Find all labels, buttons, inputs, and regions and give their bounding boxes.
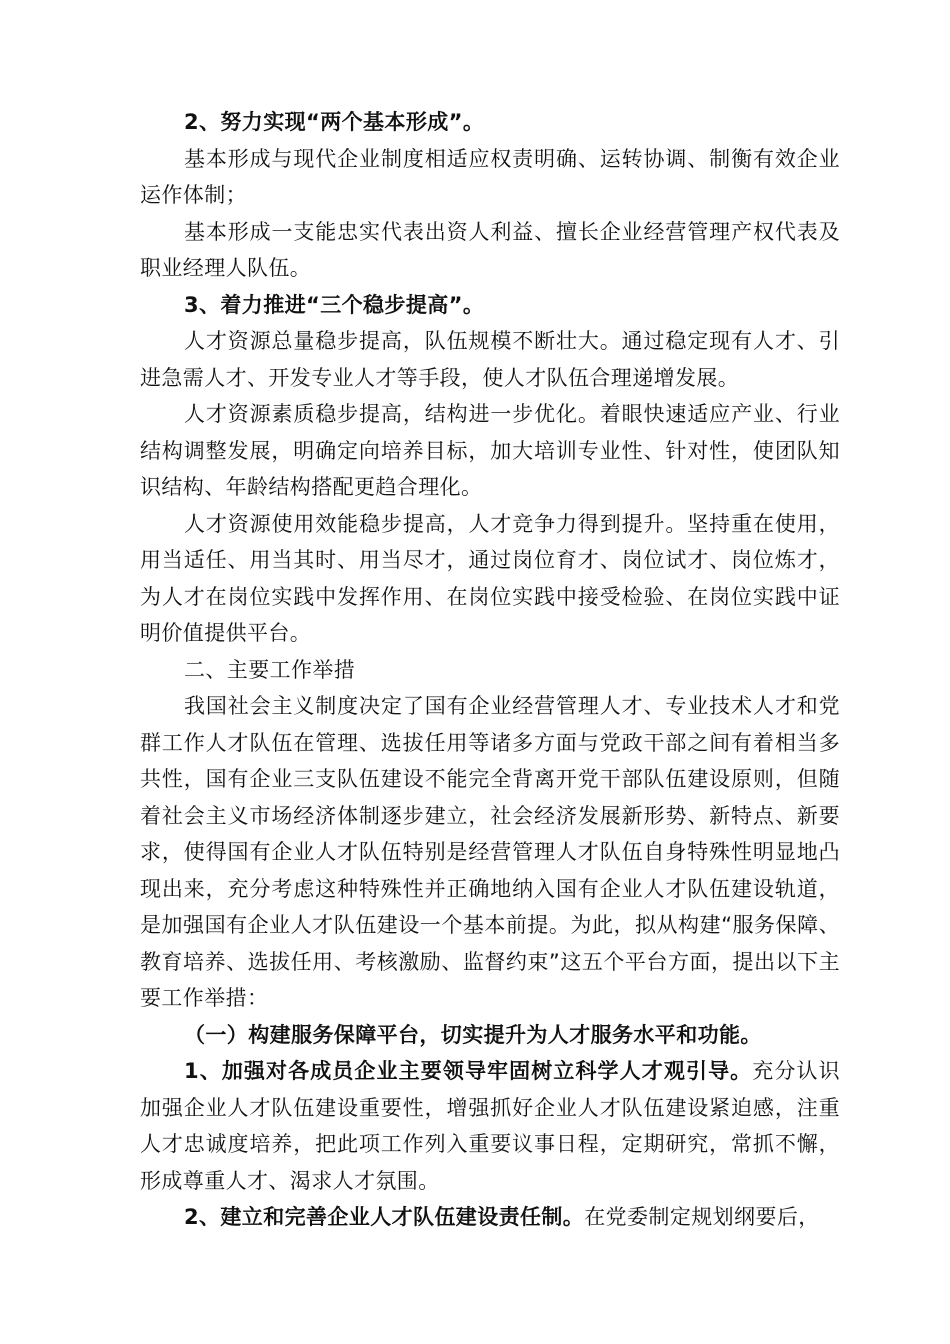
document-body (140, 104, 840, 1236)
paragraph: 我国社会主义制度决定了国有企业经营管理人才、专业技术人才和党群工作人才队伍在管理、选拔任用等诸多方面与党政干部之间有着相当多共性，国有企业三支队伍建设不能完全背离开党干部队伍建设原则，但随着社会主义市场经济体制逐步建立，社会经济发展新形势、新特点、新要求，使得国有企业人才队伍特别是经营管理人才队伍自身特殊性明显地凸现出来，充分考虑这种特殊性并正确地纳入国有企业人才队伍建设轨道，是加强国有企业人才队伍建设一个基本前提。为此，拟从构建“服务保障、教育培养、选拔任用、考核激励、监督约束”这五个平台方面，提出以下主要工作举措： (140, 694, 840, 1010)
paragraph: 人才资源素质稳步提高，结构进一步优化。着眼快速适应产业、行业结构调整发展，明确定向培养目标，加大培训专业性、针对性，使团队知识结构、年龄结构搭配更趋合理化。 (140, 402, 840, 499)
list-item-lead: 1、加强对各成员企业主要领导牢固树立科学人才观引导。 (184, 1059, 753, 1083)
paragraph: 基本形成与现代企业制度相适应权责明确、运转协调、制衡有效企业运作体制； (140, 146, 840, 207)
paragraph: 基本形成一支能忠实代表出资人利益、擅长企业经营管理产权代表及职业经理人队伍。 (140, 219, 840, 280)
heading-three-steady-improvements: 3、着力推进“三个稳步提高”。 (184, 292, 485, 317)
section-title: 二、主要工作举措 (184, 657, 356, 682)
subsection-title: （一）构建服务保障平台，切实提升为人才服务水平和功能。 (184, 1022, 762, 1047)
paragraph: 人才资源使用效能稳步提高，人才竞争力得到提升。坚持重在使用，用当适任、用当其时、用当尽才，通过岗位育才、岗位试才、岗位炼才，为人才在岗位实践中发挥作用、在岗位实践中接受检验、在岗位实践中证明价值提供平台。 (140, 511, 840, 645)
heading-two-basic-formations: 2、努力实现“两个基本形成”。 (184, 110, 485, 134)
list-item-text: 充分认识加强企业人才队伍建设重要性，增强抓好企业人才队伍建设紧迫感，注重人才忠诚度培养，把此项工作列入重要议事日程，定期研究，常抓不懈，形成尊重人才、渴求人才氛围。 (140, 1059, 840, 1193)
list-item-lead: 2、建立和完善企业人才队伍建设责任制。 (184, 1205, 585, 1229)
list-item (140, 1199, 840, 1236)
list-item-text: 在党委制定规划纲要后， (584, 1205, 820, 1229)
paragraph: 人才资源总量稳步提高，队伍规模不断壮大。通过稳定现有人才、引进急需人才、开发专业人才等手段，使人才队伍合理递增发展。 (140, 329, 840, 390)
list-item (140, 1053, 840, 1199)
